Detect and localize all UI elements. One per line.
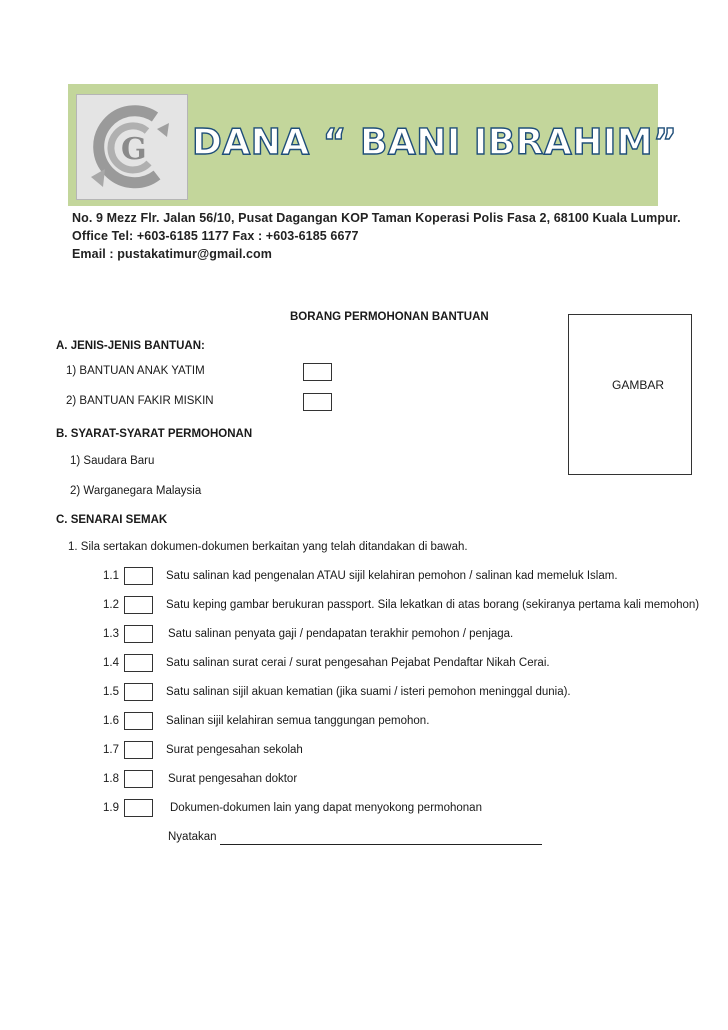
section-b-heading: B. SYARAT-SYARAT PERMOHONAN: [56, 428, 253, 440]
checklist-checkbox-1-5[interactable]: [124, 683, 153, 701]
checklist-checkbox-1-3[interactable]: [124, 625, 153, 643]
checklist-text-1-1: Satu salinan kad pengenalan ATAU sijil kelahiran pemohon / salinan kad memeluk Islam.: [166, 570, 618, 582]
section-a-heading: A. JENIS-JENIS BANTUAN:: [56, 340, 205, 352]
checklist-text-1-3: Satu salinan penyata gaji / pendapatan terakhir pemohon / penjaga.: [168, 628, 514, 640]
checklist-instruction: 1. Sila sertakan dokumen-dokumen berkaitan yang telah ditandakan di bawah.: [68, 541, 468, 553]
checklist-checkbox-1-9[interactable]: [124, 799, 153, 817]
organization-logo: [76, 94, 188, 200]
checklist-num-1-7: 1.7: [103, 744, 119, 756]
logo-g-icon: [77, 95, 187, 199]
requirement-item-2: 2) Warganegara Malaysia: [70, 485, 202, 497]
checklist-num-1-5: 1.5: [103, 686, 119, 698]
checklist-text-1-8: Surat pengesahan doktor: [168, 773, 298, 785]
email-line: Email : pustakatimur@gmail.com: [72, 247, 272, 261]
checklist-text-1-7: Surat pengesahan sekolah: [166, 744, 303, 756]
checklist-checkbox-1-6[interactable]: [124, 712, 153, 730]
address-line: No. 9 Mezz Flr. Jalan 56/10, Pusat Dagangan KOP Taman Koperasi Polis Fasa 2, 68100 Kuala Lumpur.: [72, 211, 681, 225]
checklist-text-1-6: Salinan sijil kelahiran semua tanggungan pemohon.: [166, 715, 430, 727]
form-title: BORANG PERMOHONAN BANTUAN: [290, 311, 489, 323]
checklist-text-1-2: Satu keping gambar berukuran passport. Sila lekatkan di atas borang (sekiranya pertama kali memohon): [166, 599, 700, 611]
section-c-heading: C. SENARAI SEMAK: [56, 514, 168, 526]
specify-label: Nyatakan: [168, 831, 217, 843]
checklist-checkbox-1-4[interactable]: [124, 654, 153, 672]
checklist-num-1-4: 1.4: [103, 657, 119, 669]
checklist-num-1-1: 1.1: [103, 570, 119, 582]
aid-type-checkbox-2[interactable]: [303, 393, 332, 411]
photo-label: GAMBAR: [612, 378, 665, 392]
organization-title: DANA “ BANI IBRAHIM”: [192, 122, 678, 163]
header-banner: [68, 84, 678, 206]
checklist-num-1-8: 1.8: [103, 773, 119, 785]
checklist-num-1-9: 1.9: [103, 802, 119, 814]
svg-text:G: G: [121, 132, 147, 167]
checklist-text-1-5: Satu salinan sijil akuan kematian (jika suami / isteri pemohon meninggal dunia).: [166, 686, 571, 698]
checklist-num-1-6: 1.6: [103, 715, 119, 727]
checklist-text-1-9: Dokumen-dokumen lain yang dapat menyokong permohonan: [170, 802, 482, 814]
specify-input-line[interactable]: [220, 844, 542, 845]
checklist-num-1-2: 1.2: [103, 599, 119, 611]
checklist-num-1-3: 1.3: [103, 628, 119, 640]
checklist-checkbox-1-1[interactable]: [124, 567, 153, 585]
aid-type-label-1: 1) BANTUAN ANAK YATIM: [66, 365, 205, 377]
requirement-item-1: 1) Saudara Baru: [70, 455, 155, 467]
aid-type-label-2: 2) BANTUAN FAKIR MISKIN: [66, 395, 214, 407]
phone-fax-line: Office Tel: +603-6185 1177 Fax : +603-6185 6677: [72, 229, 359, 243]
aid-type-checkbox-1[interactable]: [303, 363, 332, 381]
checklist-checkbox-1-8[interactable]: [124, 770, 153, 788]
checklist-checkbox-1-7[interactable]: [124, 741, 153, 759]
checklist-text-1-4: Satu salinan surat cerai / surat pengesahan Pejabat Pendaftar Nikah Cerai.: [166, 657, 550, 669]
photo-box[interactable]: [568, 314, 692, 475]
checklist-checkbox-1-2[interactable]: [124, 596, 153, 614]
